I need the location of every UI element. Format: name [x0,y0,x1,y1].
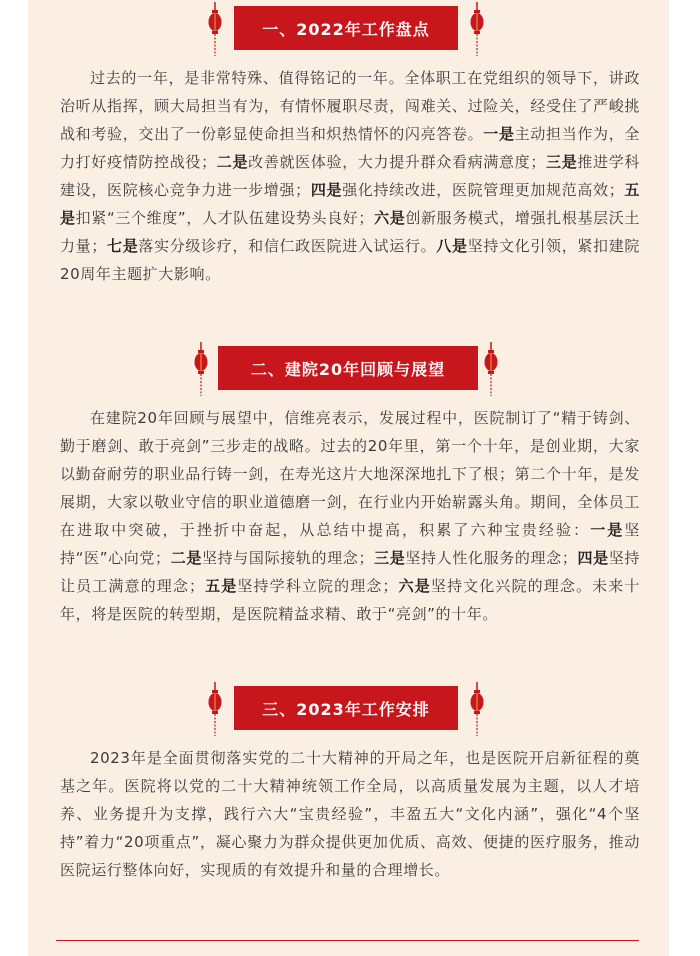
text-run: 坚持让员工满意的理念； [60,549,641,595]
lantern-icon [484,342,498,396]
text-run: 坚持“医”心向党； [60,521,641,567]
bold-marker: 四是 [310,181,343,199]
bold-marker: 三是 [545,153,578,171]
section-body [60,64,640,288]
text-run: 落实分级诊疗，和信仁政医院进入试运行。 [138,237,437,255]
text-run: 强化持续改进，医院管理更加规范高效； [342,181,625,199]
bold-marker: 五是 [60,181,640,227]
divider [56,940,639,941]
section-header-2022 [28,6,669,50]
bold-marker: 一是 [483,125,515,143]
text-run: 推进学科建设，医院核心竞争力进一步增强； [60,153,641,199]
section-body [60,404,640,628]
text-run: 改善就医体验，大力提升群众看病满意度； [248,153,546,171]
section-title: 三、2023年工作安排 [234,686,458,730]
text-run: 坚持文化兴院的理念。未来十年，将是医院的转型期，是医院精益求精、敢于“亮剑”的十年。 [60,577,641,623]
text-run: 坚持与国际接轨的理念； [202,549,375,567]
bold-marker: 六是 [374,209,406,227]
text-run: 2023年是全面贯彻落实党的二十大精神的开局之年，也是医院开启新征程的奠基之年。医院将以党的二十大精神统领工作全局，以高质量发展为主题，以人才培养、业务提升为支撑，践行六大“宝贵经验”，丰盈五大“文化内涵”，强化“4个坚持”着力“20项重点”，凝心聚力为群众提供更加优质、高效、便捷的医疗服务，推动医院运行整体向好，实现质的有效提升和量的合理增长。 [60,749,640,879]
text-run: 创新服务模式，增强扎根基层沃土力量； [60,209,641,255]
bold-marker: 三是 [374,549,406,567]
section-title: 二、建院20年回顾与展望 [218,346,478,390]
section-title: 一、2022年工作盘点 [234,6,458,50]
lantern-icon [208,682,222,736]
text-run: 在建院20年回顾与展望中，信维亮表示，发展过程中，医院制订了“精于铸剑、勤于磨剑、敢于亮剑”三步走的战略。过去的20年里，第一个十年，是创业期，大家以勤奋耐劳的职业品行铸一剑，在寿光这片大地深深地扎下了根；第二个十年，是发展期，大家以敬业守信的职业道德磨一剑，在行业内开始崭露头角。期间，全体员工在进取中突破，于挫折中奋起，从总结中提高，积累了六种宝贵经验： [60,409,640,539]
lantern-icon [470,682,484,736]
bold-marker: 八是 [436,237,468,255]
bold-marker: 二是 [170,549,202,567]
text-run: 扣紧“三个维度”，人才队伍建设势头良好； [75,209,375,227]
bold-marker: 五是 [204,577,238,595]
bold-marker: 四是 [577,549,609,567]
bold-marker: 二是 [216,153,249,171]
article-card [28,0,669,956]
bold-marker: 一是 [590,521,625,539]
section-body [60,744,640,884]
text-run: 坚持文化引领，紧扣建院20周年主题扩大影响。 [60,237,641,283]
text-run: 坚持学科立院的理念； [237,577,399,595]
lantern-icon [470,2,484,56]
text-run: 主动担当作为，全力打好疫情防控战役； [60,125,640,171]
bold-marker: 六是 [398,577,431,595]
section-header-review [28,346,669,390]
bold-marker: 七是 [106,237,139,255]
section-header-2023 [28,686,669,730]
lantern-icon [194,342,208,396]
text-run: 坚持人性化服务的理念； [405,549,578,567]
text-run: 过去的一年，是非常特殊、值得铭记的一年。全体职工在党组织的领导下，讲政治听从指挥，顾大局担当有为，有情怀履职尽责，闯难关、过险关，经受住了严峻挑战和考验，交出了一份彰显使命担当和炽热情怀的闪亮答卷。 [60,69,640,143]
lantern-icon [208,2,222,56]
